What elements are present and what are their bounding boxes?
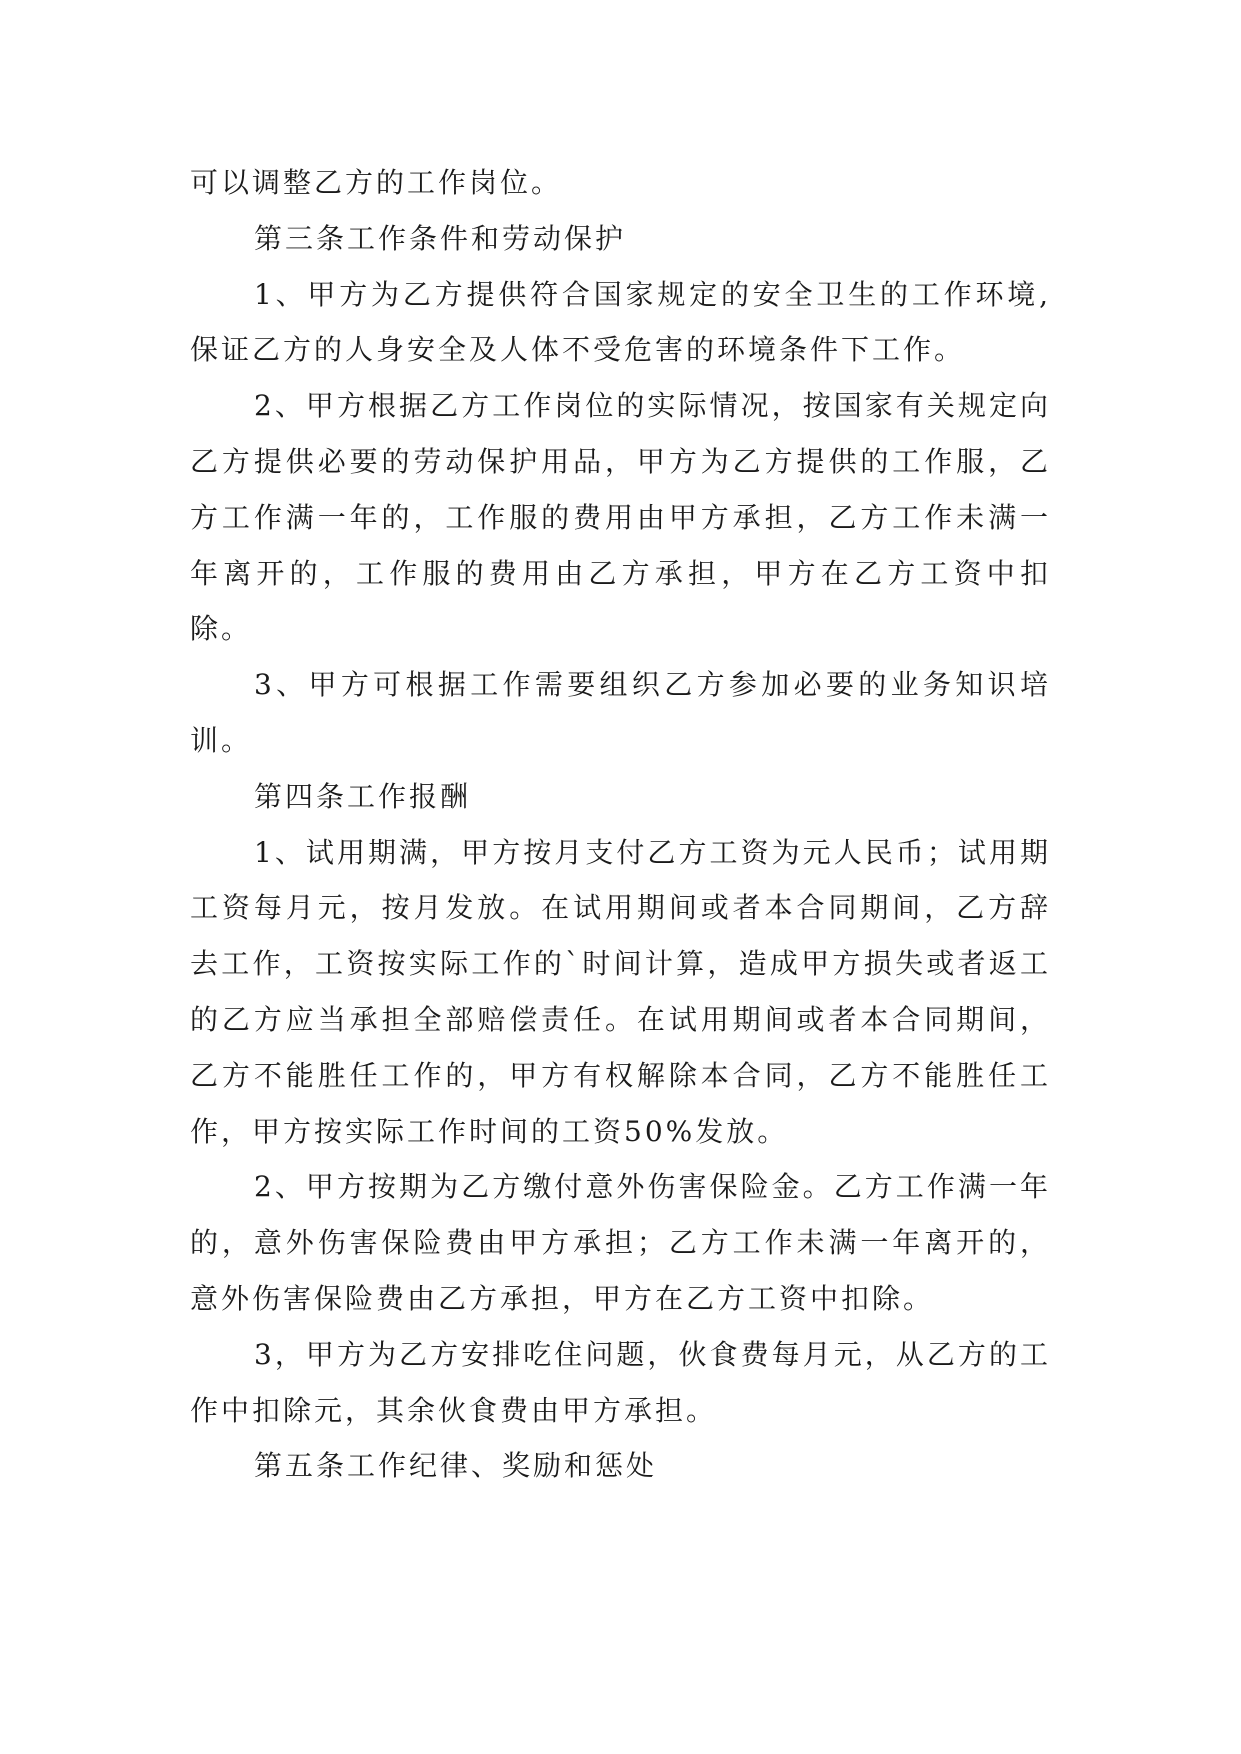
paragraph-item: 2、甲方按期为乙方缴付意外伤害保险金。乙方工作满一年的，意外伤害保险费由甲方承担；乙方工作未满一年离开的，意外伤害保险费由乙方承担，甲方在乙方工资中扣除。 (190, 1170, 1051, 1315)
paragraph-item: 3、甲方可根据工作需要组织乙方参加必要的业务知识培训。 (190, 668, 1051, 757)
paragraph-item: 1、试用期满，甲方按月支付乙方工资为元人民币；试用期工资每月元，按月发放。在试用期间或者本合同期间，乙方辞去工作，工资按实际工作的`时间计算，造成甲方损失或者返工的乙方应当承担全部赔偿责任。在试用期间或者本合同期间，乙方不能胜任工作的，甲方有权解除本合同，乙方不能胜任工作，甲方按实际工作时间的工资50%发放。 (190, 835, 1051, 1148)
paragraph-continuation: 可以调整乙方的工作岗位。 (190, 166, 563, 199)
paragraph-item: 3，甲方为乙方安排吃住问题，伙食费每月元，从乙方的工作中扣除元，其余伙食费由甲方承担。 (190, 1337, 1051, 1427)
paragraph-item: 2、甲方根据乙方工作岗位的实际情况，按国家有关规定向乙方提供必要的劳动保护用品，甲方为乙方提供的工作服，乙方工作满一年的，工作服的费用由甲方承担，乙方工作未满一年离开的，工作服的费用由乙方承担，甲方在乙方工资中扣除。 (190, 389, 1051, 646)
section-heading-article-4: 第四条工作报酬 (254, 779, 472, 813)
section-heading-article-5: 第五条工作纪律、奖励和惩处 (254, 1449, 658, 1483)
document-body (190, 155, 1051, 1494)
section-heading-article-3: 第三条工作条件和劳动保护 (254, 221, 627, 255)
paragraph-item: 1、甲方为乙方提供符合国家规定的安全卫生的工作环境,保证乙方的人身安全及人体不受危害的环境条件下工作。 (190, 277, 1051, 367)
